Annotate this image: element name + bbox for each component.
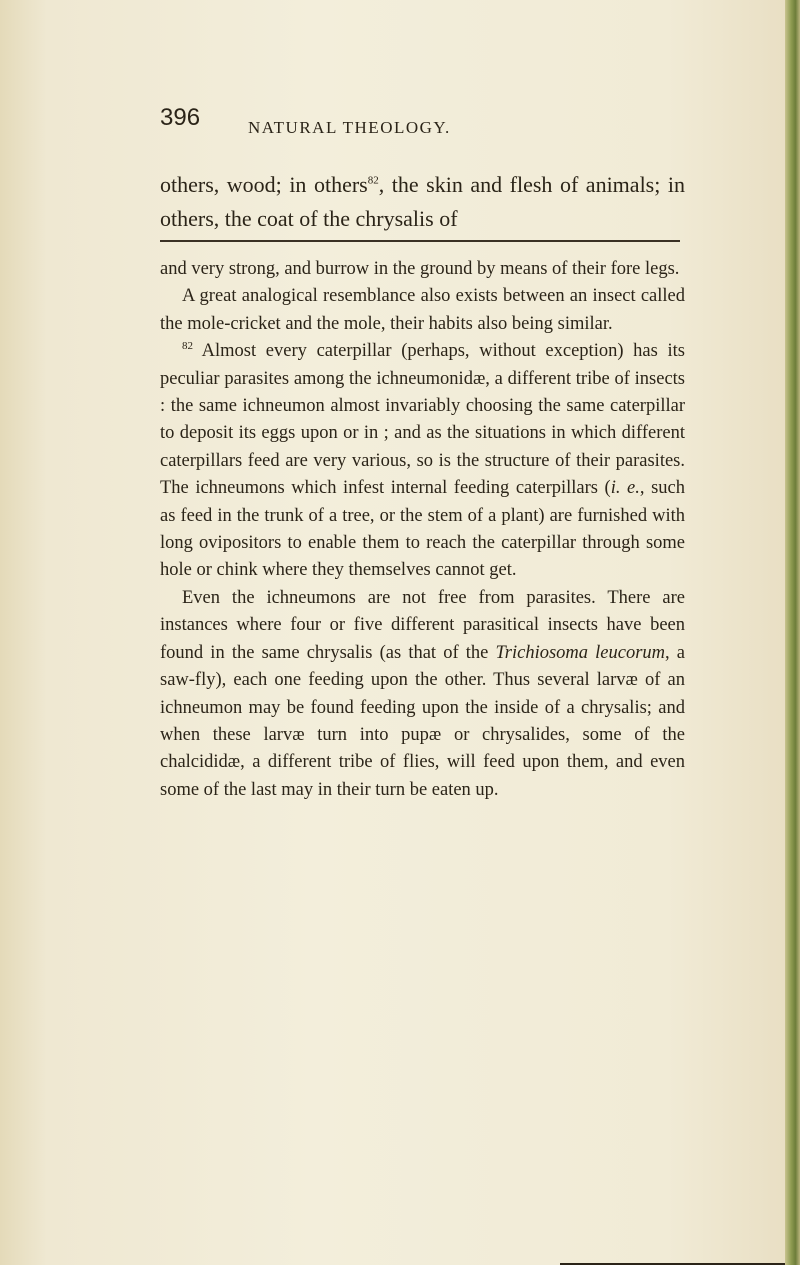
page-header <box>160 104 680 138</box>
species-name: Trichiosoma leucorum <box>495 642 666 663</box>
main-text-part1: others, wood; in others <box>160 172 368 197</box>
page-number: 396 <box>160 104 201 131</box>
footnote-reference: 82 <box>367 174 379 187</box>
footnote-number: 82 <box>182 340 193 353</box>
footnote-text: Almost every caterpillar (perhaps, without exception) has its peculiar parasites among the ichneumonidæ, a different tribe of insects : the same ichneumon almost invariably choosing the same caterpillar to deposit its eggs upon or in ; and as the situations in which different caterpillars feed are very various, so is the structure of their parasites. The ichneumons which infest internal feeding caterpillars ( <box>160 341 685 499</box>
book-binding-edge <box>785 0 800 1265</box>
main-text <box>160 168 685 236</box>
footnote-text: , such as feed in the trunk of a tree, or the stem of a plant) are furnished with long ovipositors to enable them to reach the caterpillar through some hole or chink where they themselves cannot get. <box>160 478 685 581</box>
footnote-paragraph: and very strong, and burrow in the ground by means of their fore legs. <box>160 259 680 279</box>
footnote-text: , a saw-fly), each one feeding upon the other. Thus several larvæ of an ichneumon may be found feeding upon the inside of a chrysalis; and when these larvæ turn into pupæ or chrysalides, some of the chalcididæ, a different tribe of flies, will feed upon them, and even some of the last may in their turn be eaten up. <box>160 642 686 800</box>
footnote-divider <box>160 240 680 242</box>
abbreviation-ie: i. e. <box>610 478 640 499</box>
main-paragraph <box>160 168 685 236</box>
running-title: NATURAL THEOLOGY. <box>248 118 451 137</box>
footnote-82 <box>160 338 685 585</box>
main-text-part2: , the skin and flesh of animals; in others, the coat of the chrysalis of <box>160 172 685 231</box>
footnote-paragraph <box>160 585 685 804</box>
footnotes <box>160 256 685 804</box>
footnote-text: Even the ichneumons are not free from parasites. There are instances where four or five different parasitical insects have been found in the same chrysalis (as that of the <box>160 587 685 663</box>
footnote-paragraph: A great analogical resemblance also exists between an insect called the mole-cricket and the mole, their habits also being similar. <box>160 286 685 334</box>
